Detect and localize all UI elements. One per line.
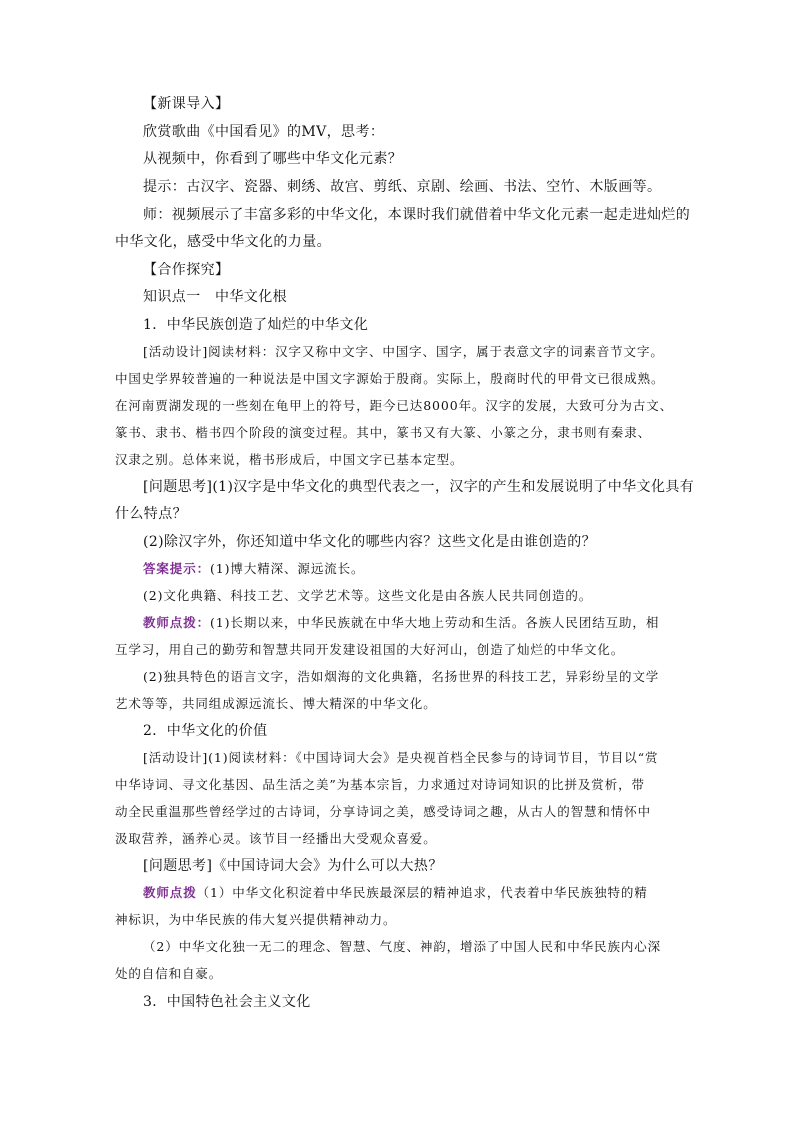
answer-hint-label: 答案提示： — [143, 561, 211, 576]
knowledge-point-title: 知识点一 中华文化根 — [143, 289, 287, 305]
answer-hint-2: (2)文化典籍、科技工艺、文学艺术等。这些文化是由各族人民共同创造的。 — [143, 588, 593, 603]
teacher-tip-3-line-2: 神标识，为中华民族的伟大复兴提供精神动力。 — [115, 912, 397, 927]
answer-hint-1: 答案提示：(1)博大精深、源远流长。 — [143, 561, 365, 576]
teacher-line-2: 中华文化，感受中华文化的力量。 — [115, 234, 331, 250]
activity-1-line-3: 在河南贾湖发现的一些刻在龟甲上的符号，距今已达8000年。汉字的发展，大致可分为古文、 — [115, 398, 674, 413]
teacher-tip-4-line-1: （2）中华文化独一无二的理念、智慧、气度、神韵，增添了中国人民和中华民族内心深 — [143, 939, 662, 954]
intro-line-1: 欣赏歌曲《中国看见》的MV，思考： — [143, 124, 385, 140]
new-lesson-heading: 【新课导入】 — [143, 96, 230, 112]
question-1-line-1: [问题思考](1)汉字是中华文化的典型代表之一，汉字的产生和发展说明了中华文化具有 — [143, 479, 695, 495]
cooperation-heading: 【合作探究】 — [143, 262, 230, 278]
activity-1-line-4: 篆书、隶书、楷书四个阶段的演变过程。其中，篆书又有大篆、小篆之分，隶书则有秦隶、 — [115, 425, 652, 440]
section-2-title: 2．中华文化的价值 — [143, 723, 268, 739]
activity-2-line-3: 动全民重温那些曾经学过的古诗词，分享诗词之美，感受诗词之趣，从古人的智慧和情怀中 — [115, 804, 652, 819]
activity-2-line-4: 汲取营养，涵养心灵。该节目一经播出大受观众喜爱。 — [115, 831, 437, 846]
teacher-tip-3-line-1: 教师点拨（1）中华文化积淀着中华民族最深层的精神追求，代表着中华民族独特的精 — [143, 885, 648, 900]
intro-hint: 提示：古汉字、瓷器、刺绣、故宫、剪纸、京剧、绘画、书法、空竹、木版画等。 — [143, 179, 662, 195]
section-3-title: 3．中国特色社会主义文化 — [143, 994, 311, 1010]
activity-1-line-5: 汉隶之别。总体来说，楷书形成后，中国文字已基本定型。 — [115, 452, 464, 467]
teacher-tip-4-line-2: 处的自信和自豪。 — [115, 966, 223, 981]
teacher-tip-1-line-1: 教师点拨：(1)长期以来，中华民族就在中华大地上劳动和生活。各族人民团结互助，相 — [143, 615, 660, 630]
teacher-tip-label: 教师点拨： — [143, 615, 211, 630]
teacher-line-1: 师：视频展示了丰富多彩的中华文化，本课时我们就借着中华文化元素一起走进灿烂的 — [143, 207, 691, 223]
teacher-tip-2-line-1: (2)独具特色的语言文字，浩如烟海的文化典籍，名扬世界的科技工艺，异彩纷呈的文学 — [143, 669, 660, 684]
question-2: (2)除汉字外，你还知道中华文化的哪些内容？这些文化是由谁创造的？ — [143, 534, 597, 550]
teacher-tip-2-line-2: 艺术等等，共同组成源远流长、博大精深的中华文化。 — [115, 696, 437, 711]
question-3: [问题思考]《中国诗词大会》为什么可以大热？ — [143, 858, 443, 874]
question-1-line-2: 什么特点？ — [115, 506, 187, 522]
teacher-tip-1-line-2: 互学习，用自己的勤劳和智慧共同开发建设祖国的大好河山，创造了灿烂的中华文化。 — [115, 642, 625, 657]
section-1-title: 1．中华民族创造了灿烂的中华文化 — [143, 317, 369, 333]
teacher-tip-label-2: 教师点拨 — [143, 885, 197, 900]
activity-2-line-2: 中华诗词、寻文化基因、品生活之美”为基本宗旨，力求通过对诗词知识的比拼及赏析，带 — [115, 777, 645, 792]
activity-1-line-1: [活动设计]阅读材料：汉字又称中文字、中国字、国字，属于表意文字的词素音节文字。 — [143, 344, 664, 359]
activity-1-line-2: 中国史学界较普遍的一种说法是中国文字源始于殷商。实际上，殷商时代的甲骨文已很成熟。 — [115, 371, 665, 386]
activity-2-line-1: [活动设计](1)阅读材料：《中国诗词大会》是央视首档全民参与的诗词节目，节目以“赏 — [143, 750, 659, 765]
intro-line-2: 从视频中，你看到了哪些中华文化元素？ — [143, 151, 403, 167]
